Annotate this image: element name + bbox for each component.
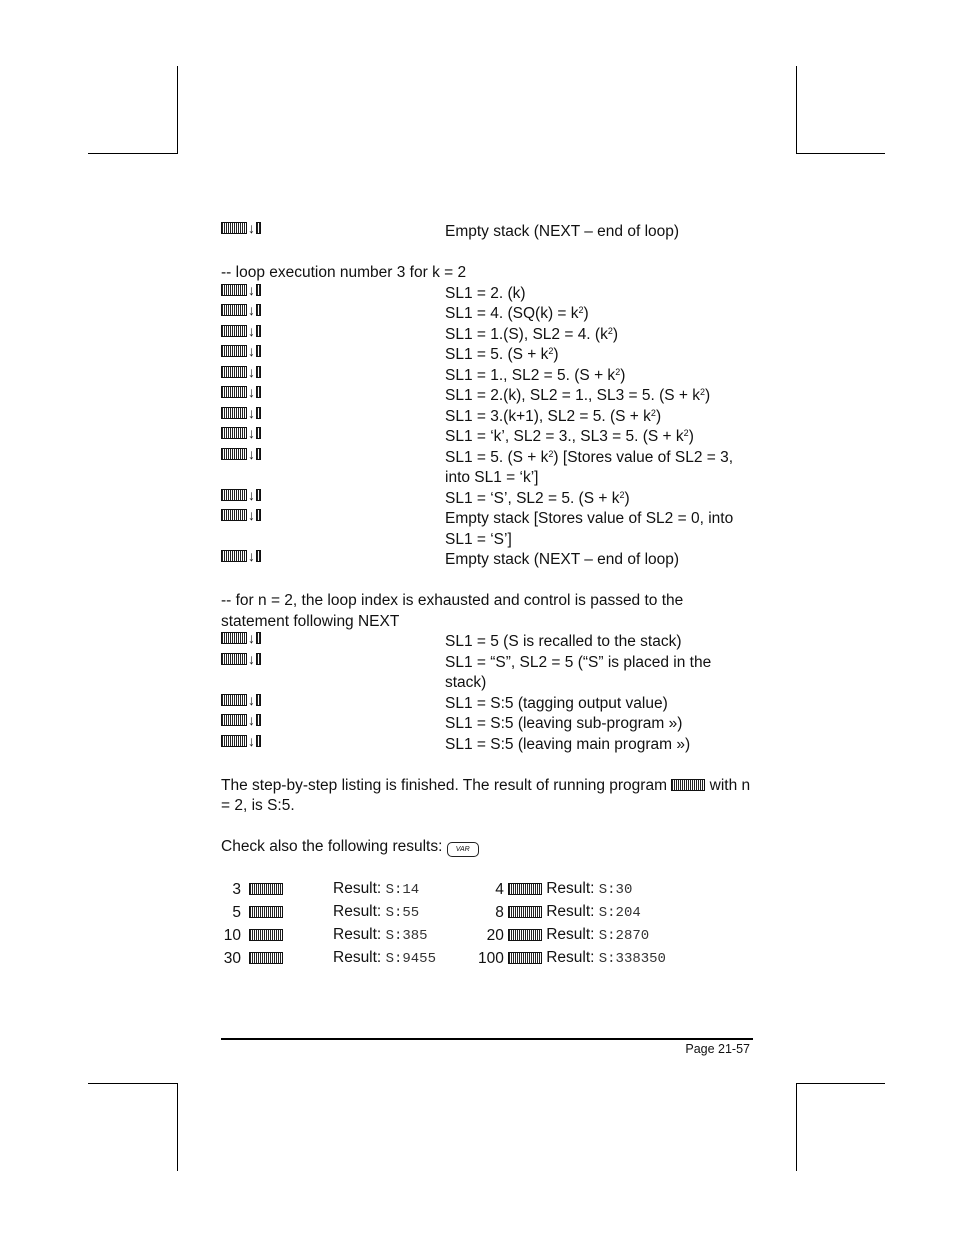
crop-mark [177,66,178,154]
step-description-continued: into SL1 = ‘k’] [445,469,539,486]
result-row [221,947,666,970]
step-description: SL1 = 5 (S is recalled to the stack) [445,633,682,650]
step-description-continued: stack) [445,674,487,691]
input-n: 3 [232,881,241,898]
sst-down-key-icon: ↓ [221,509,261,521]
summary-paragraph [221,776,753,817]
input-n: 20 [486,927,504,944]
step-row [221,386,753,407]
step-row [221,222,753,243]
s1-softkey-icon [508,901,546,924]
step-description: SL1 = 5. $(S + k^2)$ [Stores value of SL2 = 3, into SL1 = ‘k’] [445,448,753,489]
sst-down-key-icon: ↓ [221,386,261,398]
section-heading: -- for n = 2, the loop index is exhausted and control is passed to the statement following NEXT [221,592,684,630]
s1-softkey-icon [508,947,546,970]
footer-rule [221,1038,753,1040]
step-row [221,732,753,756]
step-row [221,714,753,735]
sst-down-key-icon: ↓ [221,448,261,460]
step-description: SL1 = 3.(k+1), SL2 = 5. $(S + k^2)$ [445,407,662,425]
sst-down-key-icon: ↓ [221,325,261,337]
step-description: SL1 = ‘S’, SL2 = 5. $(S + k^2)$ [445,489,630,507]
sst-down-key-icon: ↓ [221,714,261,726]
page-number: Page 21-57 [685,1042,750,1056]
sst-down-key-icon: ↓ [221,550,261,562]
sst-down-key-icon: ↓ [221,284,261,296]
result-value: Result: S:14 [333,880,420,898]
step-description: SL1 = 1.(S), SL2 = 4. $(k^2)$ [445,325,619,343]
step-row [221,445,753,489]
result-value: Result: S:9455 [333,949,436,967]
check-text: Check also the following results: [221,838,443,855]
var-key-icon: VAR [447,842,479,857]
sst-down-key-icon: ↓ [221,366,261,378]
result-value: Result: S:55 [333,903,420,921]
step-description: Empty stack (NEXT – end of loop) [445,551,680,568]
section-heading: -- loop execution number 3 for k = 2 [221,264,467,281]
input-n: 4 [495,881,504,898]
s1-softkey-icon [249,878,333,901]
sst-down-key-icon: ↓ [221,407,261,419]
crop-mark [177,1083,178,1171]
step-row [221,650,753,694]
s1-softkey-icon [249,947,333,970]
result-row [221,924,666,947]
step-description: SL1 = ‘k’, SL2 = 3., SL3 = 5. $(S + k^2)$ [445,428,694,445]
step-row [221,404,753,428]
result-value: Result: S:2870 [546,926,650,944]
s1-softkey-icon [249,924,333,947]
result-value: Result: S:30 [546,880,633,898]
crop-mark [796,66,797,154]
s1-softkey-icon [508,878,546,901]
sst-down-key-icon: ↓ [221,427,261,439]
sst-down-key-icon: ↓ [221,694,261,706]
s1-softkey-icon [671,779,705,791]
step-row [221,345,753,366]
summary-text: with n = 2, is S:5. [221,776,751,814]
sst-down-key-icon: ↓ [221,222,261,234]
step-description-continued: SL1 = ‘S’] [445,530,512,548]
check-paragraph [221,837,753,858]
input-n: 100 [478,950,504,967]
result-row [221,878,666,901]
sst-down-key-icon: ↓ [221,489,261,501]
input-n: 10 [223,927,241,944]
step-row [221,550,753,571]
crop-mark [796,1083,885,1084]
step-description: SL1 = 2. (k) [445,284,526,302]
input-n: 30 [223,950,241,967]
step-description: SL1 = 2.(k), SL2 = 1., SL3 = 5. $(S + k^2)$ [445,387,711,404]
result-value: Result: S:385 [333,926,428,944]
sst-down-key-icon: ↓ [221,304,261,316]
step-description: SL1 = “S”, SL2 = 5 (“S” is placed in the stack) [445,653,753,694]
step-row [221,632,753,653]
step-row [221,281,753,305]
step-row [221,322,753,346]
step-description: SL1 = 5. $(S + k^2)$ [445,346,559,363]
step-description: Empty stack [Stores value of SL2 = 0, into SL1 = ‘S’] [445,509,753,550]
step-description: SL1 = 1., SL2 = 5. $(S + k^2)$ [445,366,626,384]
step-description: Empty stack (NEXT – end of loop) [445,223,680,240]
step-description: SL1 = S:5 (leaving main program ») [445,735,691,753]
sst-down-key-icon: ↓ [221,735,261,747]
step-list [221,281,753,571]
step-row [221,427,753,448]
sst-down-key-icon: ↓ [221,653,261,665]
result-row [221,901,666,924]
result-value: Result: S:204 [546,903,641,921]
step-row [221,304,753,325]
sst-down-key-icon: ↓ [221,345,261,357]
step-description: SL1 = S:5 (tagging output value) [445,694,668,712]
result-value: Result: S:338350 [546,949,666,967]
s1-softkey-icon [249,901,333,924]
step-list [221,632,753,755]
s1-softkey-icon [508,924,546,947]
step-row [221,363,753,387]
input-n: 8 [495,904,504,921]
step-row [221,509,753,550]
sst-down-key-icon: ↓ [221,632,261,644]
page-body [221,222,753,970]
input-n: 5 [232,904,241,921]
crop-mark [88,1083,177,1084]
summary-text: The step-by-step listing is finished. The result of running program [221,776,667,794]
crop-mark [796,1083,797,1171]
step-description: SL1 = 4. $(SQ(k) = k^2)$ [445,305,589,322]
crop-mark [796,153,885,154]
step-row [221,691,753,715]
crop-mark [88,153,177,154]
step-description: SL1 = S:5 (leaving sub-program ») [445,715,683,732]
results-table [221,878,666,970]
step-row [221,486,753,510]
